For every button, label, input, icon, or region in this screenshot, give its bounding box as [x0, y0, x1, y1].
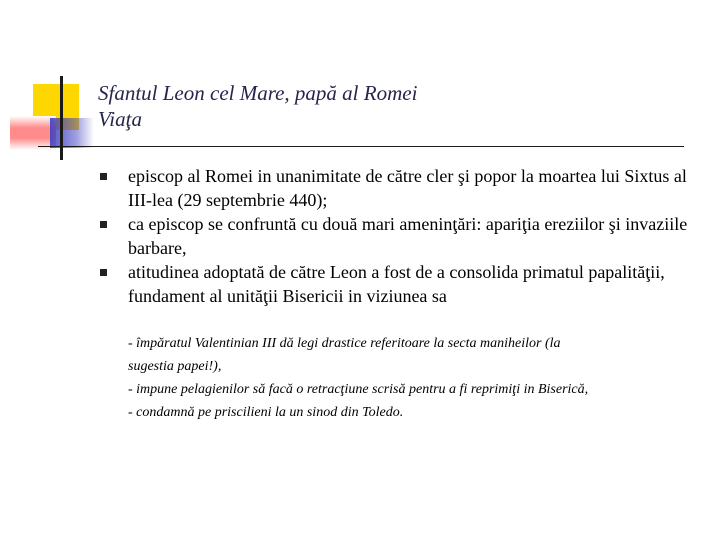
bullet-item	[96, 260, 696, 308]
square-bullet-icon	[100, 269, 107, 276]
bullet-text: ca episcop se confruntă cu două mari ameninţări: apariţia ereziilor şi invaziile barbare,	[128, 214, 688, 258]
note-line: - impune pelagienilor să facă o retracţiune scrisă pentru a fi reprimiţi in Biserică,	[128, 382, 589, 397]
slide-title	[98, 80, 417, 132]
slide-title-line1: Sfantul Leon cel Mare, papă al Romei	[98, 81, 418, 105]
bullet-text: episcop al Romei in unanimitate de către cler şi popor la moartea lui Sixtus al III-lea (29 septembrie 440);	[128, 166, 687, 210]
bullet-list	[96, 164, 696, 308]
decor-horizontal-line	[38, 146, 684, 147]
square-bullet-icon	[100, 173, 107, 180]
square-bullet-icon	[100, 221, 107, 228]
decor-vertical-line	[60, 76, 63, 160]
decor-blue-square	[50, 118, 94, 148]
note-line: sugestia papei!),	[128, 359, 222, 374]
slide-title-line2: Viaţa	[98, 107, 142, 131]
bullet-item	[96, 212, 696, 260]
note-line: - condamnă pe priscilieni la un sinod din Toledo.	[128, 405, 404, 420]
note-line: - împăratul Valentinian III dă legi drastice referitoare la secta maniheilor (la	[128, 336, 561, 351]
bullet-item	[96, 164, 696, 212]
notes-block	[128, 332, 698, 424]
bullet-text: atitudinea adoptată de către Leon a fost de a consolida primatul papalităţii, fundament al unităţii Bisericii in viziunea sa	[128, 262, 665, 306]
